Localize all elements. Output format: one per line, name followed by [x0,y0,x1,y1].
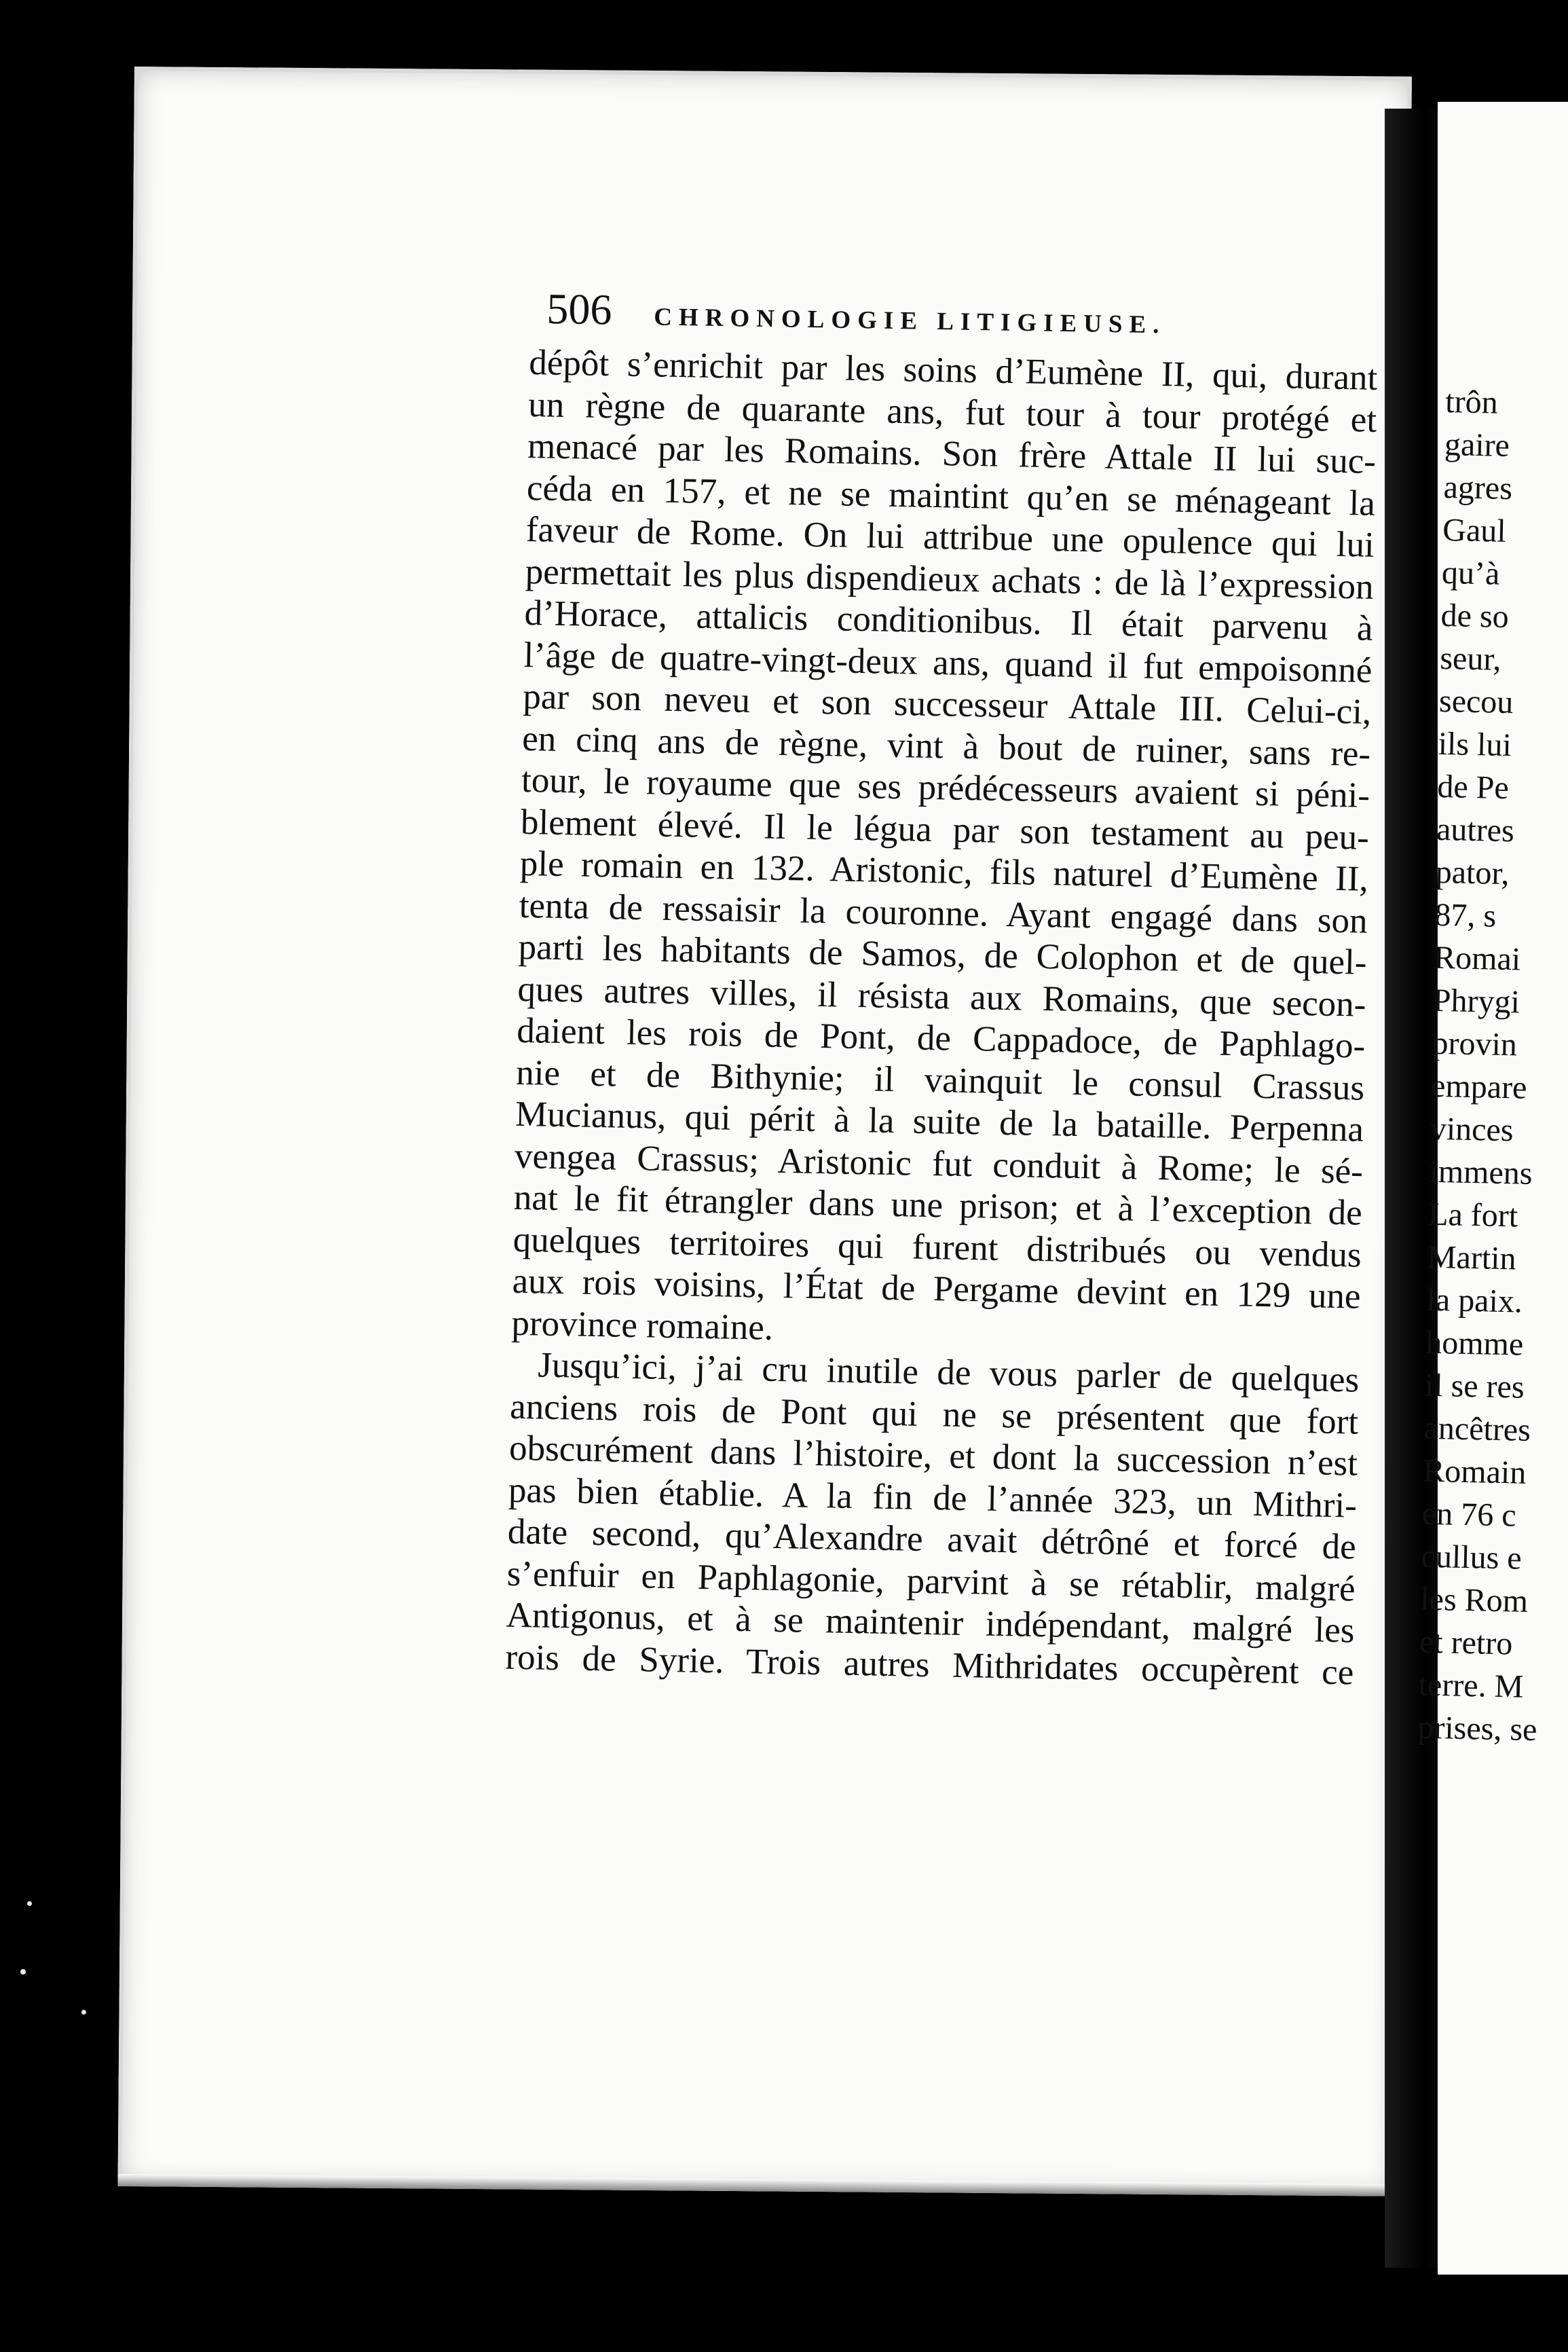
text-line: parti les habitants de Samos, de Colophon et de quel- [518,927,1367,982]
text-line: ques autres villes, il résista aux Romains, que secon- [517,969,1366,1025]
text-line: anciens rois de Pont qui ne se présentent que fort [509,1386,1359,1442]
right-fragment: prises, se [1417,1709,1537,1748]
right-fragment: Phrygi [1432,982,1520,1021]
text-line: aux rois voisins, l’État de Pergame devint en 129 une [512,1261,1361,1317]
right-fragment: provin [1431,1025,1518,1063]
right-fragment: la paix. [1426,1281,1523,1320]
text-line: faveur de Rome. On lui attribue une opulence qui lui [525,509,1375,565]
right-fragment: ils lui [1438,725,1512,764]
right-fragment: de so [1440,597,1510,636]
right-fragment: trôn [1444,383,1499,421]
right-fragment: terre. M [1418,1666,1524,1705]
text-line: d’Horace, attalicis conditionibus. Il était parvenu à [524,593,1374,648]
right-fragment: secou [1438,682,1514,721]
right-fragment: et retro [1419,1623,1513,1662]
right-fragment: La fort [1427,1196,1518,1234]
text-line: par son neveu et son successeur Attale III. Celui-ci, [522,676,1372,732]
text-line: permettait les plus dispendieux achats : de là l’expression [525,551,1375,607]
right-fragment: pator, [1435,853,1510,892]
text-line: en cinq ans de règne, vint à bout de ruiner, sans re- [521,718,1371,774]
text-line: obscurément dans l’histoire, et dont la succession n’est [508,1428,1358,1484]
main-text-block [505,342,1378,1694]
right-fragment: agres [1443,468,1513,507]
right-fragment: ancêtres [1423,1410,1531,1448]
right-fragment: seur, [1439,640,1502,678]
right-fragment: empare [1430,1067,1527,1106]
scan-speck [27,1901,32,1906]
text-line: vengea Crassus; Aristonic fut conduit à Rome; le sé- [514,1136,1364,1192]
text-line: s’enfuir en Paphlagonie, parvint à se rétablir, malgré [506,1554,1356,1609]
page-number: 506 [546,284,612,334]
text-line: nie et de Bithynie; il vainquit le consul Crassus [515,1052,1365,1108]
right-fragment: Romain [1422,1452,1527,1491]
text-line: tenta de ressaisir la couronne. Ayant engagé dans son [519,885,1368,941]
scan-speck [81,2010,86,2015]
text-line: menacé par les Romains. Son frère Attale II lui suc- [527,426,1377,481]
text-line: province romaine. [510,1303,774,1348]
right-fragment: Gaul [1442,511,1507,549]
right-fragment: 87, s [1434,896,1497,934]
right-fragment: gaire [1444,426,1510,464]
text-line: céda en 157, et ne se maintint qu’en se ménageant la [526,468,1376,523]
right-fragment: vinces [1430,1110,1514,1149]
text-line: nat le fit étrangler dans une prison; et à l’exception de [513,1177,1363,1233]
right-fragment: Romai [1433,939,1521,978]
right-fragment: les Rom [1419,1581,1529,1619]
text-line: rois de Syrie. Trois autres Mithridates occupèrent ce [504,1637,1354,1693]
text-line: daient les rois de Pont, de Cappadoce, de Paphlago- [516,1010,1366,1066]
text-line: date second, qu’Alexandre avait détrôné et forcé de [507,1511,1357,1567]
text-line: Mucianus, qui périt à la suite de la bataille. Perpenna [515,1094,1364,1150]
text-line: blement élevé. Il le légua par son testament au peu- [520,802,1370,858]
right-fragment: en 76 c [1421,1495,1517,1534]
text-line: l’âge de quatre-vingt-deux ans, quand il fut empoisonné [523,635,1373,691]
text-line: ple romain en 132. Aristonic, fils naturel d’Eumène II, [519,843,1369,899]
right-fragment: homme [1425,1324,1524,1363]
text-line: tour, le royaume que ses prédécesseurs avaient si péni- [521,760,1370,815]
right-fragment: immens [1429,1153,1533,1192]
scan-speck [20,1969,26,1974]
right-fragment: il se res [1424,1367,1525,1405]
text-line: quelques territoires qui furent distribués ou vendus [512,1219,1362,1275]
text-line: Jusqu’ici, j’ai cru inutile de vous parler de quelques [537,1345,1360,1400]
text-line: dépôt s’enrichit par les soins d’Eumène II, qui, durant [528,342,1378,398]
right-fragment: Martin [1427,1238,1517,1277]
right-fragment: qu’à [1441,554,1500,592]
running-title: CHRONOLOGIE LITIGIEUSE. [653,303,1166,339]
text-line: pas bien établie. A la fin de l’année 323, un Mithri- [508,1470,1358,1526]
text-line: un règne de quarante ans, fut tour à tour protégé et [527,384,1377,440]
text-line: Antigonus, et à se maintenir indépendant, malgré les [506,1595,1355,1651]
right-fragment: cullus e [1421,1538,1523,1577]
right-fragment: autres [1436,811,1515,849]
right-fragment: de Pe [1436,768,1510,807]
